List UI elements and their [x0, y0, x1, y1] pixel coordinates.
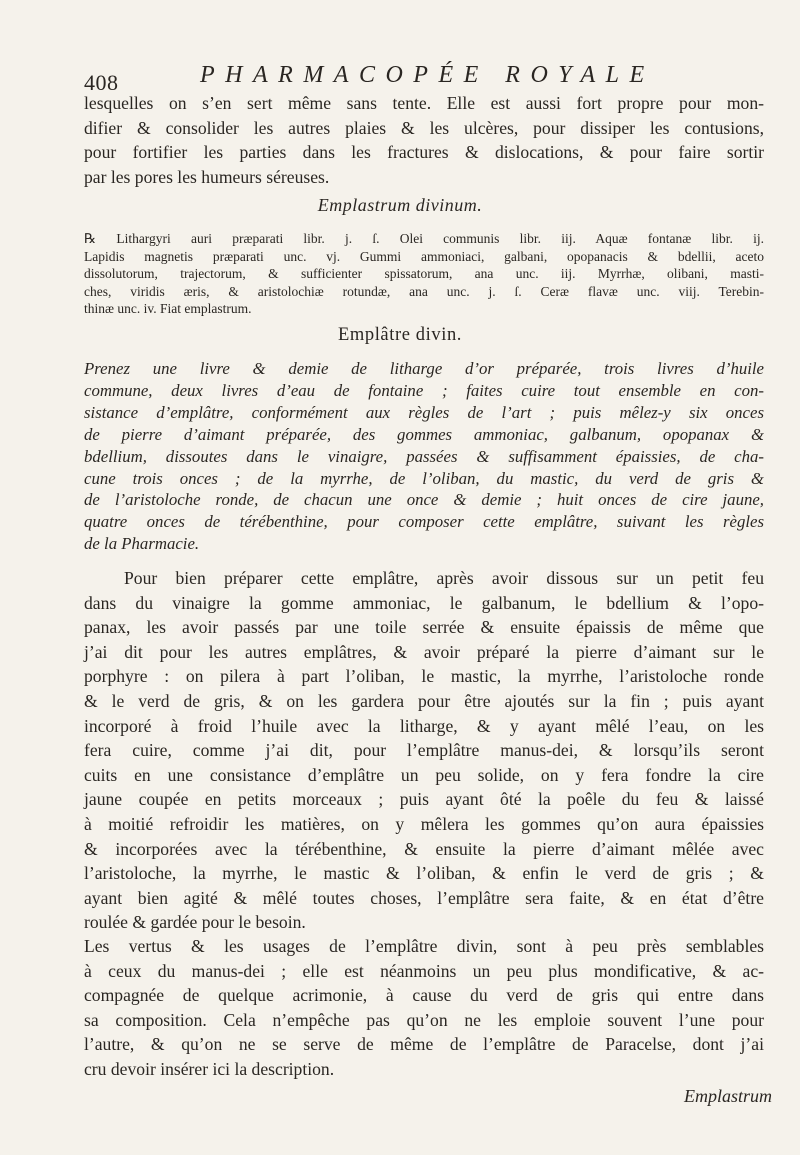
latin-heading: Emplastrum divinum. — [317, 195, 483, 215]
text-line: thinæ unc. iv. Fiat emplastrum. — [84, 301, 252, 316]
text-line: difier & consolider les autres plaies & les ulcères, pour dissiper les contusions, — [84, 117, 764, 138]
text-line: cuits en une consistance d’emplâtre un peu solide, on y fera fondre la cire — [84, 764, 764, 785]
text-line: dans du vinaigre la gomme ammoniac, le galbanum, le bdellium & l’opo- — [84, 592, 764, 613]
text-line: sistance d’emplâtre, conformément aux règles de l’art ; puis mêlez-y six onces — [84, 402, 764, 422]
text-line: sa composition. Cela n’empêche pas qu’on ne les emploie souvent l’une pour — [84, 1009, 764, 1030]
text-line: dissolutorum, trajectorum, & sufficienter spissatorum, ana unc. iij. Myrrhæ, olibani, masti- — [84, 266, 764, 281]
page-number: 408 — [84, 70, 119, 95]
catchword: Emplastrum — [683, 1086, 772, 1106]
top-paragraph — [84, 91, 764, 189]
french-recipe — [84, 358, 764, 555]
text-line: à moitié refroidir les matières, on y mêlera les gommes qu’on aura épaissies — [84, 813, 764, 834]
text-line: compagnée de quelque acrimonie, à cause du verd de gris qui entre dans — [84, 985, 764, 1006]
text-line: de la Pharmacie. — [84, 534, 200, 554]
text-line: de pierre d’aimant préparée, des gommes ammoniac, galbanum, opopanax & — [84, 424, 764, 444]
text-line: Les vertus & les usages de l’emplâtre divin, sont à peu près semblables — [84, 936, 764, 956]
text-line: & le verd de gris, & on les gardera pour être ajoutés sur la fin ; puis ayant — [84, 690, 764, 711]
text-line: bdellium, dissoutes dans le vinaigre, passées & suffisamment épaissies, de cha- — [84, 446, 764, 466]
main-paragraph — [84, 566, 764, 935]
text-line: Lapidis magnetis præparati unc. vj. Gummi ammoniaci, galbani, opopanacis & bdellii, aceto — [84, 248, 764, 264]
text-line: jaune coupée en petits morceaux ; puis ayant ôté la poêle du feu & laissé — [84, 789, 764, 810]
text-line: l’autre, & qu’on ne se serve de même de l’emplâtre de Paracelse, dont j’ai — [84, 1034, 764, 1055]
text-line: lesquelles on s’en sert même sans tente. Elle est aussi fort propre pour mon- — [84, 93, 764, 113]
text-line: Pour bien préparer cette emplâtre, après avoir dissous sur un petit feu — [124, 568, 764, 588]
text-line: j’ai dit pour les autres emplâtres, & avoir préparé la pierre d’aimant sur le — [84, 641, 764, 662]
text-line: ℞ Lithargyri auri præparati libr. j. ſ. Olei communis libr. iij. Aquæ fontanæ libr. ij. — [84, 231, 764, 246]
text-line: Prenez une livre & demie de litharge d’or préparée, trois livres d’huile — [84, 359, 764, 378]
french-heading: Emplâtre divin. — [337, 325, 463, 345]
text-line: porphyre : on pilera à part l’oliban, le mastic, la myrrhe, l’aristoloche ronde — [84, 666, 764, 687]
text-line: & incorporées avec la térébenthine, & ensuite la pierre d’aimant mêlée avec — [84, 838, 764, 859]
text-line: à ceux du manus-dei ; elle est néanmoins un peu plus mondificative, & ac- — [84, 960, 764, 981]
text-line: incorporé à froid l’huile avec la litharge, & y ayant mêlé l’eau, on les — [84, 715, 764, 736]
text-line: cune trois onces ; de la myrrhe, de l’oliban, du mastic, du verd de gris & — [84, 468, 764, 488]
text-line: cru devoir insérer ici la description. — [84, 1058, 335, 1079]
running-title: PHARMACOPÉE ROYALE — [200, 62, 655, 88]
latin-recipe — [84, 230, 764, 318]
text-line: de l’aristoloche ronde, de chacun une once & demie ; huit onces de cire jaune, — [84, 490, 764, 510]
text-line: commune, deux livres d’eau de fontaine ; faites cuire tout ensemble en con- — [84, 380, 764, 400]
text-line: quatre onces de térébenthine, pour composer cette emplâtre, suivant les règles — [84, 512, 764, 532]
text-line: roulée & gardée pour le besoin. — [84, 912, 306, 933]
last-paragraph — [84, 934, 764, 1082]
text-line: par les pores les humeurs séreuses. — [84, 166, 330, 187]
text-line: ayant bien agité & mêlé toutes choses, l’emplâtre sera faite, & en état d’être — [84, 887, 764, 908]
text-line: pour fortifier les parties dans les fractures & dislocations, & pour faire sortir — [84, 142, 764, 163]
text-line: panax, les avoir passés par une toile serrée & ensuite épaissis de même que — [84, 617, 764, 638]
text-line: fera cuire, comme j’ai dit, pour l’emplâtre manus-dei, & lorsqu’ils seront — [84, 740, 764, 761]
text-line: l’aristoloche, la myrrhe, le mastic & l’oliban, & enfin le verd de gris ; & — [84, 863, 764, 884]
text-line: ches, viridis æris, & aristolochiæ rotundæ, ana unc. j. ſ. Ceræ flavæ unc. viij. Terebin- — [84, 283, 764, 299]
